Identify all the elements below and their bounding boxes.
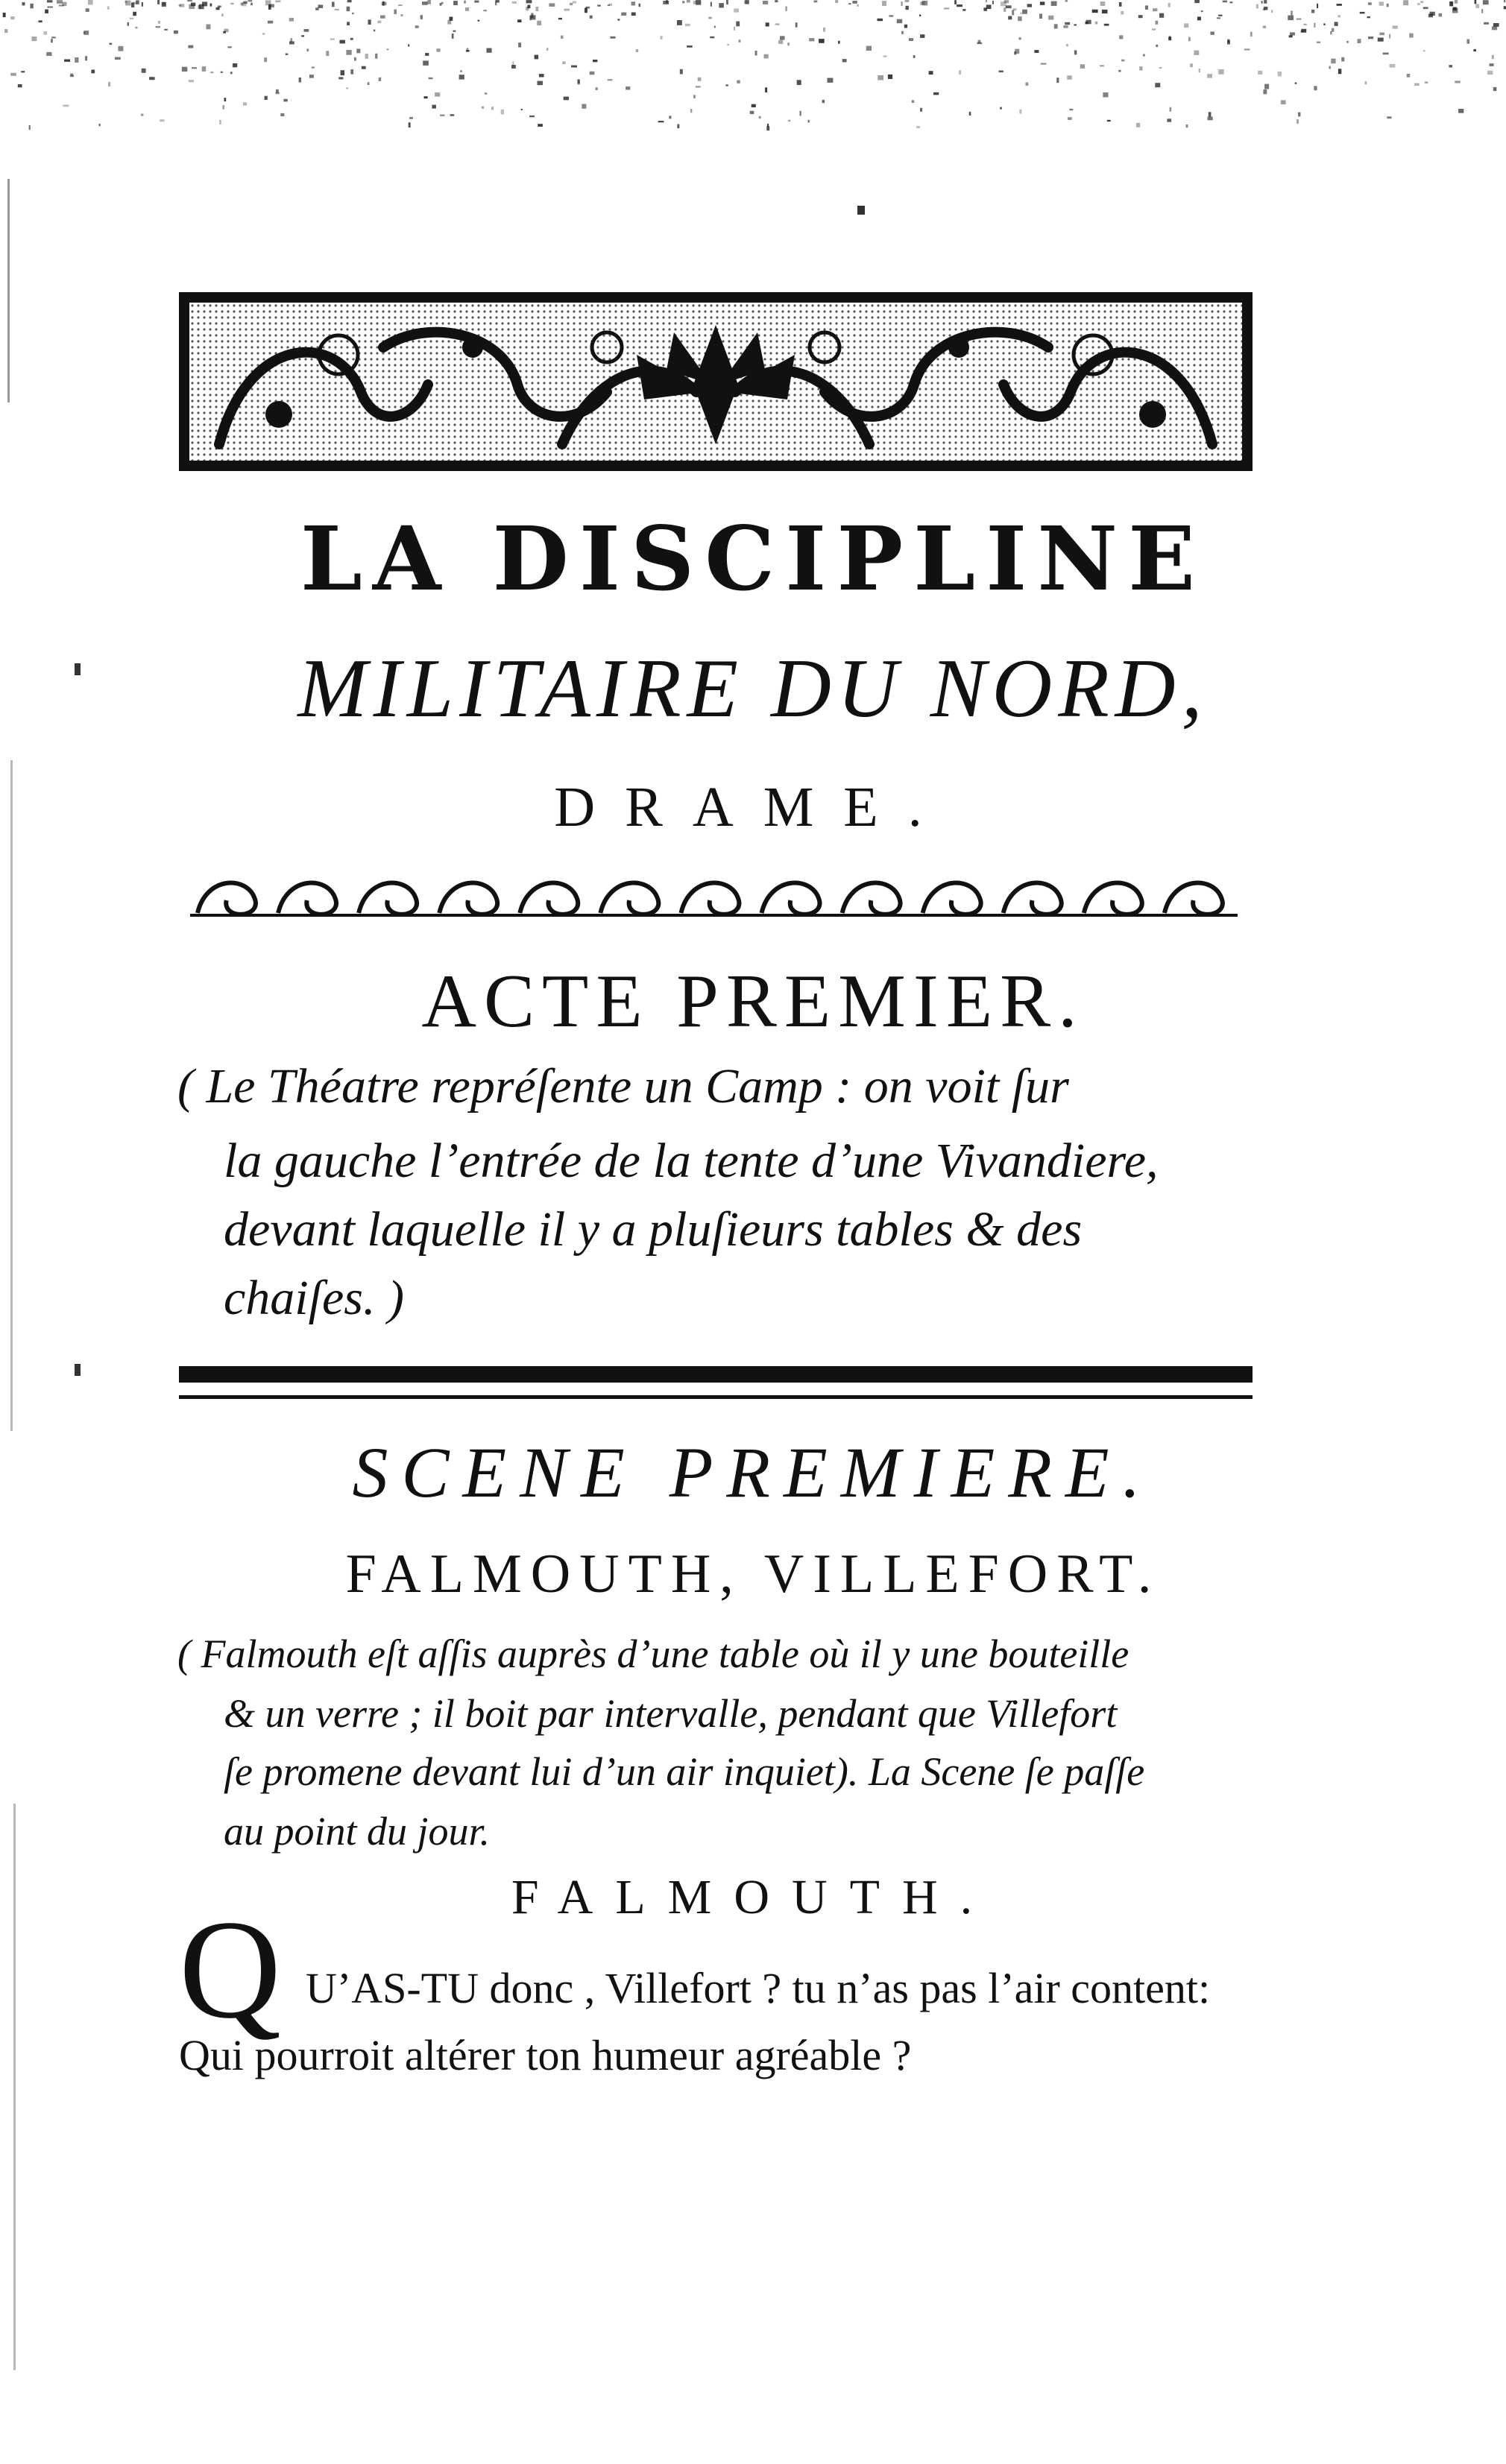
act-stage-direction-line: ( Le Théatre repréſente un Camp : on voit ſur <box>177 1059 1069 1113</box>
section-rule-thick <box>179 1366 1253 1383</box>
scroll-border-icon <box>190 872 1238 924</box>
act-stage-direction-line: chaiſes. ) <box>224 1271 404 1325</box>
act-stage-direction-line: la gauche l’entrée de la tente d’une Vivandiere, <box>224 1134 1159 1188</box>
margin-mark <box>857 206 865 215</box>
margin-mark <box>13 1804 16 2370</box>
act-stage-direction-line: devant laquelle il y a pluſieurs tables & des <box>224 1202 1083 1257</box>
verse-line: U’AS-TU donc , Villefort ? tu n’as pas l’air content: <box>306 1964 1211 2012</box>
scene-stage-direction-line: ſe promene devant lui d’un air inquiet). La Scene ſe paſſe <box>224 1749 1145 1794</box>
margin-mark <box>75 663 81 675</box>
section-rule-thin <box>179 1395 1253 1399</box>
verse-line: Qui pourroit altérer ton humeur agréable ? <box>179 2031 912 2079</box>
margin-mark <box>7 179 10 402</box>
scene-title: SCENE PREMIERE. <box>352 1432 1154 1512</box>
act-title: ACTE PREMIER. <box>421 959 1085 1043</box>
margin-mark <box>75 1364 81 1376</box>
scene-stage-direction-line: & un verre ; il boit par intervalle, pendant que Villefort <box>224 1691 1118 1736</box>
drop-cap: Q <box>179 1892 282 2048</box>
scene-stage-direction-line: au point du jour. <box>224 1809 491 1854</box>
title-line-3: DRAME. <box>554 776 952 838</box>
scene-characters: FALMOUTH, VILLEFORT. <box>345 1544 1161 1605</box>
margin-mark <box>10 760 13 1431</box>
title-line-2: MILITAIRE DU NORD, <box>297 642 1209 735</box>
title-line-1: LA DISCIPLINE <box>300 507 1206 610</box>
speaker-name: FALMOUTH. <box>511 1870 995 1924</box>
scene-stage-direction-line: ( Falmouth eſt aſſis auprès d’une table où il y une bouteille <box>177 1631 1130 1676</box>
top-edge-speckle <box>0 0 1506 142</box>
headpiece-ornament-icon <box>179 292 1253 471</box>
